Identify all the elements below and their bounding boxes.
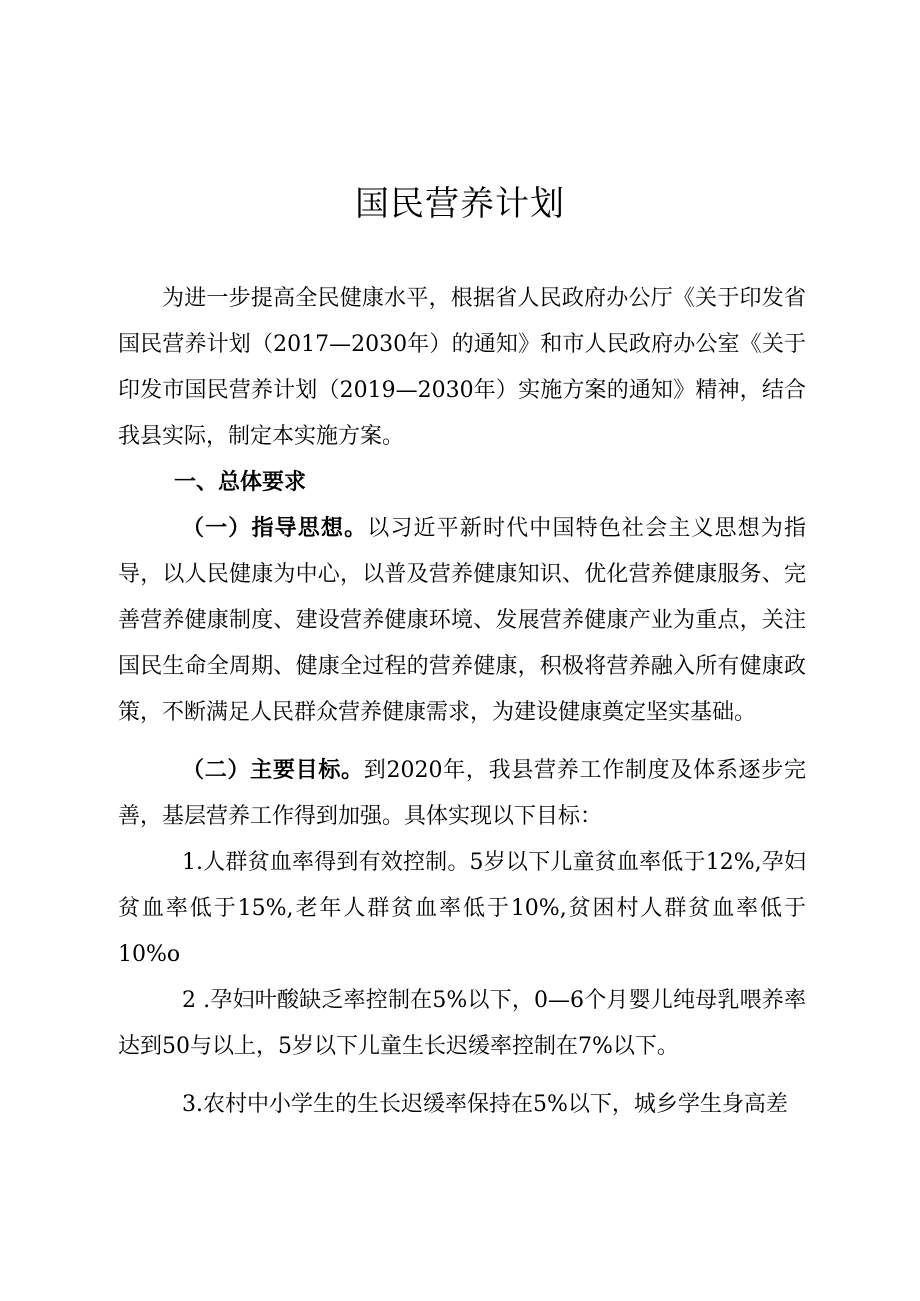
intro-paragraph: 为进一步提高全民健康水平，根据省人民政府办公厅《关于印发省国民营养计划（2017—2030年）的通知》和市人民政府办公室《关于印发市国民营养计划（2019—2030年）实施方案的通知》精神，结合我县实际，制定本实施方案。 [118, 286, 806, 449]
main-goals-text: 到2020年，我县营养工作制度及体系逐步完善，基层营养工作得到加强。具体实现以下目标： [118, 758, 806, 829]
guiding-ideology-paragraph [118, 506, 806, 736]
guiding-ideology-text: 以习近平新时代中国特色社会主义思想为指导，以人民健康为中心，以普及营养健康知识、优化营养健康服务、完善营养健康制度、建设营养健康环境、发展营养健康产业为重点，关注国民生命全周期、健康全过程的营养健康，积极将营养融入所有健康政策，不断满足人民群众营养健康需求，为建设健康奠定坚实基础。 [118, 516, 806, 725]
document-body [118, 276, 806, 1128]
goal-item-1: 1.人群贫血率得到有效控制。5岁以下儿童贫血率低于12%,孕妇贫血率低于15%,老年人群贫血率低于10%,贫困村人群贫血率低于10%o [118, 850, 806, 967]
goal-item-2: 2 .孕妇叶酸缺乏率控制在5%以下，0—6个月婴儿纯母乳喂养率达到50与以上，5岁以下儿童生长迟缓率控制在7%以下。 [118, 988, 806, 1059]
main-goals-paragraph [118, 748, 806, 840]
section-heading-general-requirements: 一、总体要求 [174, 470, 307, 495]
main-goals-lead: （二）主要目标。 [182, 758, 364, 783]
document-title: 国民营养计划 [355, 184, 565, 224]
guiding-ideology-lead: （一）指导思想。 [182, 516, 368, 541]
goal-item-3: 3.农村中小学生的生长迟缓率保持在5%以下，城乡学生身高差 [182, 1092, 788, 1117]
